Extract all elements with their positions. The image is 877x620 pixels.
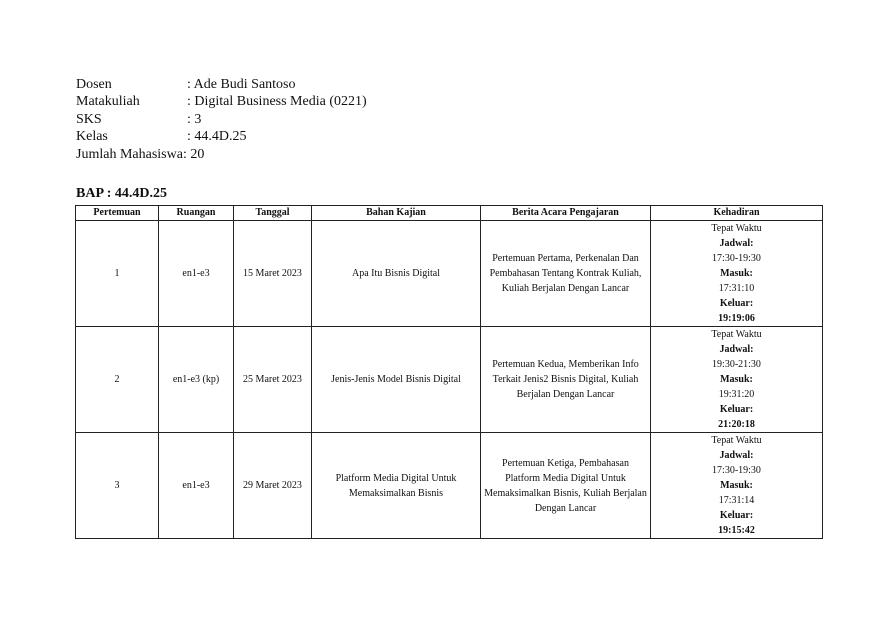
jumlah-mahasiswa-row [76, 146, 367, 163]
cell-bahan-kajian: Platform Media Digital Untuk Memaksimalkan Bisnis [312, 433, 481, 539]
kelas-value: : 44.4D.25 [187, 129, 247, 145]
attendance-status: Tepat Waktu [711, 223, 762, 234]
jadwal-label: Jadwal: [719, 344, 754, 355]
jadwal-label: Jadwal: [719, 450, 754, 461]
bap-title: BAP : 44.4D.25 [76, 186, 167, 201]
keluar-value: 21:20:18 [718, 419, 755, 430]
table-row [76, 221, 823, 327]
dosen-row [76, 76, 367, 93]
cell-bahan-kajian: Apa Itu Bisnis Digital [312, 221, 481, 327]
sks-value: : 3 [187, 111, 202, 127]
keluar-label: Keluar: [719, 510, 754, 521]
cell-ruangan: en1-e3 [159, 221, 234, 327]
jumlah-mahasiswa-value: : 20 [182, 146, 205, 162]
sks-row [76, 111, 367, 128]
header-kehadiran: Kehadiran [651, 206, 823, 221]
cell-ruangan: en1-e3 (kp) [159, 327, 234, 433]
masuk-label: Masuk: [720, 374, 753, 385]
cell-tanggal: 15 Maret 2023 [234, 221, 312, 327]
cell-pertemuan: 3 [76, 433, 159, 539]
table-header-row [76, 206, 823, 221]
dosen-label: Dosen [76, 77, 112, 92]
header-berita-acara: Berita Acara Pengajaran [481, 206, 651, 221]
cell-berita-acara: Pertemuan Pertama, Perkenalan Dan Pembahasan Tentang Kontrak Kuliah, Kuliah Berjalan Dengan Lancar [481, 221, 651, 327]
cell-kehadiran [651, 221, 823, 327]
header-bahan-kajian: Bahan Kajian [312, 206, 481, 221]
table-row [76, 433, 823, 539]
cell-ruangan: en1-e3 [159, 433, 234, 539]
masuk-label: Masuk: [720, 268, 753, 279]
sks-label: SKS [76, 111, 102, 127]
cell-tanggal: 25 Maret 2023 [234, 327, 312, 433]
header-pertemuan: Pertemuan [76, 206, 159, 221]
dosen-value: : Ade Budi Santoso [187, 77, 296, 92]
matakuliah-value: : Digital Business Media (0221) [187, 94, 367, 110]
jadwal-value: 19:30-21:30 [712, 359, 761, 370]
jadwal-value: 17:30-19:30 [712, 253, 761, 264]
matakuliah-row [76, 93, 367, 110]
masuk-value: 19:31:20 [718, 389, 755, 400]
header-ruangan: Ruangan [159, 206, 234, 221]
cell-tanggal: 29 Maret 2023 [234, 433, 312, 539]
jumlah-mahasiswa-label: Jumlah Mahasiswa [76, 146, 183, 162]
header-tanggal: Tanggal [234, 206, 312, 221]
jadwal-label: Jadwal: [719, 238, 754, 249]
attendance-status: Tepat Waktu [711, 435, 762, 446]
matakuliah-label: Matakuliah [76, 94, 140, 110]
jadwal-value: 17:30-19:30 [712, 465, 761, 476]
cell-pertemuan: 1 [76, 221, 159, 327]
keluar-value: 19:15:42 [718, 525, 755, 536]
keluar-value: 19:19:06 [718, 313, 755, 324]
kelas-label: Kelas [76, 129, 108, 145]
cell-berita-acara: Pertemuan Ketiga, Pembahasan Platform Media Digital Untuk Memaksimalkan Bisnis, Kuliah Berjalan Dengan Lancar [481, 433, 651, 539]
masuk-value: 17:31:14 [718, 495, 755, 506]
kelas-row [76, 128, 367, 145]
masuk-value: 17:31:10 [718, 283, 755, 294]
cell-pertemuan: 2 [76, 327, 159, 433]
table-row [76, 327, 823, 433]
cell-bahan-kajian: Jenis-Jenis Model Bisnis Digital [312, 327, 481, 433]
keluar-label: Keluar: [719, 404, 754, 415]
masuk-label: Masuk: [720, 480, 753, 491]
course-info [76, 76, 367, 163]
cell-kehadiran [651, 433, 823, 539]
cell-kehadiran [651, 327, 823, 433]
attendance-status: Tepat Waktu [711, 329, 762, 340]
bap-table [75, 205, 823, 539]
keluar-label: Keluar: [719, 298, 754, 309]
cell-berita-acara: Pertemuan Kedua, Memberikan Info Terkait Jenis2 Bisnis Digital, Kuliah Berjalan Dengan Lancar [481, 327, 651, 433]
